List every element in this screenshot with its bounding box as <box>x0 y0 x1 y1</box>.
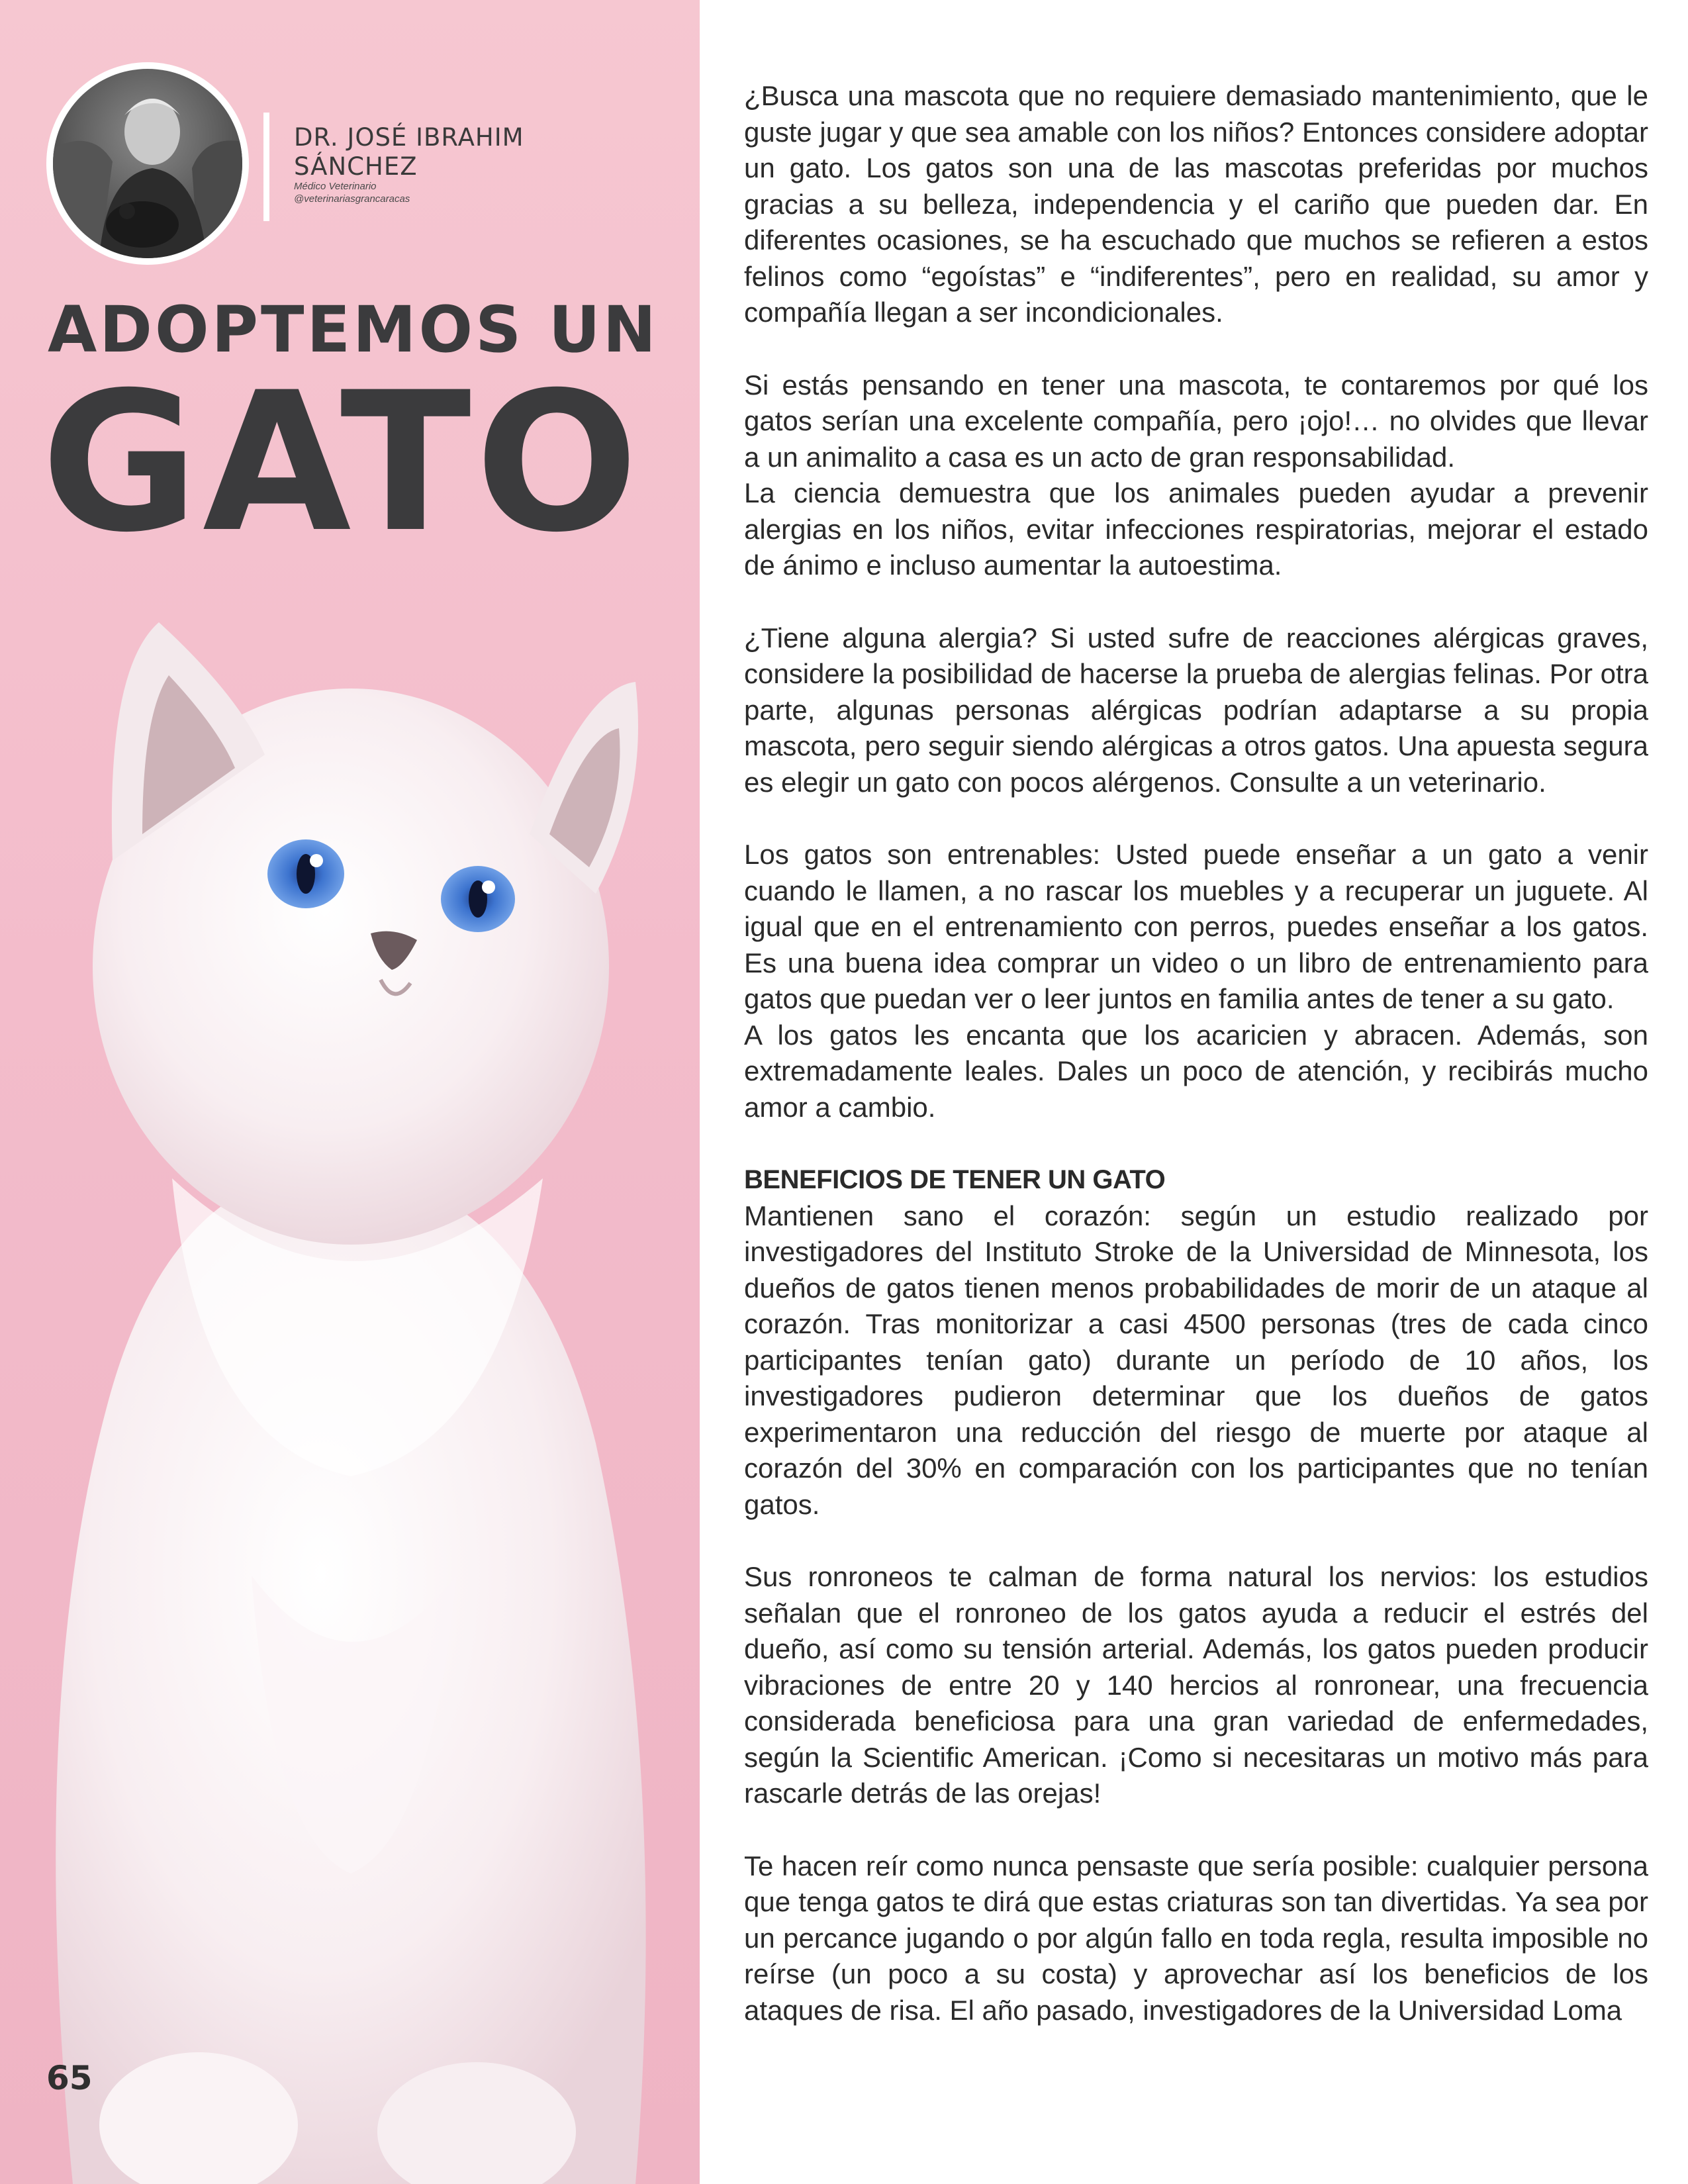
kitten-photo <box>0 583 700 2184</box>
article-paragraph: A los gatos les encanta que los acaricien y abracen. Además, son extremadamente leales. Dales un poco de atención, y recibirás mucho amor a cambio. <box>744 1019 1648 1123</box>
article-paragraph: Mantienen sano el corazón: según un estudio realizado por investigadores del Instituto Stroke de la Universidad de Minnesota, los dueños de gatos tienen menos probabilidades de morir de un ataque al corazón. Tras monitorizar a casi 4500 personas (tres de cada cinco participantes tenían gato) durante un período de 10 años, los investigadores pudieron determinar que los dueños de gatos experimentaron una reducción del riesgo de muerte por ataque al corazón del 30% en comparación con los participantes que no tenían gatos. <box>744 1200 1648 1520</box>
author-avatar <box>53 69 242 258</box>
article-paragraph: La ciencia demuestra que los animales pueden ayudar a prevenir alergias en los niños, evitar infecciones respiratorias, mejorar el estado de ánimo e incluso aumentar la autoestima. <box>744 477 1648 581</box>
headline-line-1: ADOPTEMOS UN <box>48 293 659 367</box>
article-paragraph: ¿Tiene alguna alergia? Si usted sufre de reacciones alérgicas graves, considere la posibilidad de hacerse la prueba de alergias felinas. Por otra parte, algunas personas alérgicas podrían adaptarse a su propia mascota, pero seguir siendo alérgicas a otros gatos. Una apuesta segura es elegir un gato con pocos alérgenos. Consulte a un veterinario. <box>744 622 1648 798</box>
article-paragraph: Los gatos son entrenables: Usted puede enseñar a un gato a venir cuando le llamen, a no rascar los muebles y a recuperar un juguete. Al igual que en el entrenamiento con perros, puedes enseñar a los gatos. Es una buena idea comprar un video o un libro de entrenamiento para gatos que puedan ver o leer juntos en familia antes de tener a su gato. <box>744 839 1648 1014</box>
author-handle: @veterinariasgrancaracas <box>294 193 410 205</box>
article-paragraph: Sus ronroneos te calman de forma natural los nervios: los estudios señalan que el ronroneo de los gatos ayuda a reducir el estrés del dueño, así como su tensión arterial. Además, los gatos pueden producir vibraciones de entre 20 y 140 hercios al ronronear, una frecuencia considerada beneficiosa para una gran variedad de enfermedades, según la Scientific American. ¡Como si necesitaras un motivo más para rascarle detrás de las orejas! <box>744 1561 1648 1809</box>
author-divider <box>263 113 269 221</box>
article-paragraph: Si estás pensando en tener una mascota, te contaremos por qué los gatos serían una excelente compañía, pero ¡ojo!… no olvides que llevar a un animalito a casa es un acto de gran responsabilidad. <box>744 369 1648 473</box>
author-role: Médico Veterinario <box>294 181 377 192</box>
page-number: 65 <box>46 2059 93 2097</box>
headline-line-2: GATO <box>41 352 643 575</box>
article-body <box>744 78 1648 2028</box>
author-photo <box>53 69 242 258</box>
section-heading: BENEFICIOS DE TENER UN GATO <box>744 1165 1166 1194</box>
left-photo-panel <box>0 0 700 2184</box>
author-credentials <box>294 180 410 205</box>
article-paragraph: Te hacen reír como nunca pensaste que sería posible: cualquier persona que tenga gatos te dirá que estas criaturas son tan divertidas. Ya sea por un percance jugando o por algún fallo en toda regla, resulta imposible no reírse (un poco a su costa) y aprovechar así los beneficios de los ataques de risa. El año pasado, investigadores de la Universidad Loma <box>744 1850 1648 2026</box>
author-name: DR. JOSÉ IBRAHIM SÁNCHEZ <box>294 123 524 181</box>
article-paragraph: ¿Busca una mascota que no requiere demasiado mantenimiento, que le guste jugar y que sea amable con los niños? Entonces considere adoptar un gato. Los gatos son una de las mascotas preferidas por muchos gracias a su belleza, independencia y el cariño que pueden dar. En diferentes ocasiones, se ha escuchado que muchos se refieren a estos felinos como “egoístas” e “indiferentes”, pero en realidad, su amor y compañía llegan a ser incondicionales. <box>744 80 1648 328</box>
